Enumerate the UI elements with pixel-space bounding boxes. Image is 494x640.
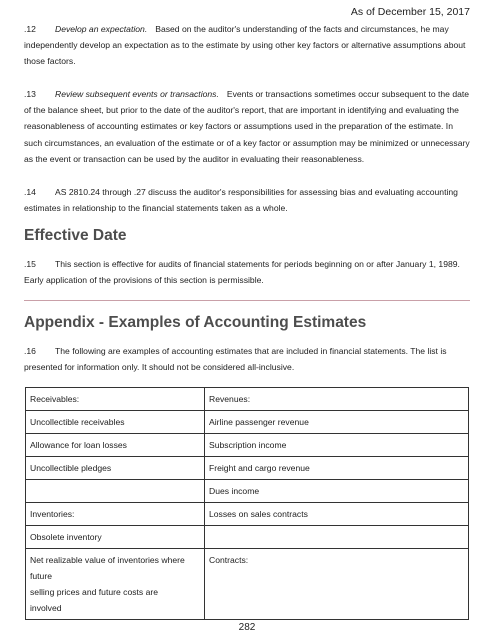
table-cell: Uncollectible pledges	[26, 457, 205, 480]
section-divider	[24, 300, 470, 301]
heading-effective-date: Effective Date	[24, 227, 127, 244]
table-cell: Receivables:	[26, 388, 205, 411]
table-cell: Airline passenger revenue	[205, 411, 469, 434]
paragraph-lead: Develop an expectation.	[55, 24, 148, 34]
table-row	[26, 480, 469, 503]
table-row	[26, 388, 469, 411]
table-cell: Freight and cargo revenue	[205, 457, 469, 480]
table-cell	[26, 480, 205, 503]
paragraph-text: The following are examples of accounting estimates that are included in financial statements. The list is presented for information only. It should not be considered all-inclusive.	[24, 346, 447, 373]
cell-line: selling prices and future costs are	[30, 587, 159, 597]
paragraph-14	[24, 184, 472, 216]
cell-line: Net realizable value of inventories where	[30, 555, 185, 565]
table-cell	[205, 526, 469, 549]
table-cell: Subscription income	[205, 434, 469, 457]
table-row	[26, 434, 469, 457]
table-cell	[26, 549, 205, 620]
paragraph-12	[24, 21, 472, 70]
as-of-date: As of December 15, 2017	[350, 6, 470, 18]
paragraph-number: .16	[24, 346, 36, 356]
paragraph-13	[24, 86, 472, 167]
table-row	[26, 526, 469, 549]
paragraph-text: AS 2810.24 through .27 discuss the auditor's responsibilities for assessing bias and evaluating accounting estimates in relationship to the financial statements taken as a whole.	[24, 187, 458, 214]
table-cell: Dues income	[205, 480, 469, 503]
table-cell: Contracts:	[205, 549, 469, 620]
table-cell: Uncollectible receivables	[26, 411, 205, 434]
heading-appendix: Appendix - Examples of Accounting Estimates	[24, 314, 367, 331]
paragraph-text: This section is effective for audits of financial statements for periods beginning on or after January 1, 1989. Early application of the provisions of this section is permissible.	[24, 259, 460, 286]
table-cell: Inventories:	[26, 503, 205, 526]
table-row	[26, 411, 469, 434]
table-cell: Revenues:	[205, 388, 469, 411]
table-row	[26, 503, 469, 526]
table-cell: Allowance for loan losses	[26, 434, 205, 457]
cell-line: future	[30, 571, 52, 581]
table-row	[26, 457, 469, 480]
paragraph-16	[24, 343, 472, 375]
paragraph-number: .15	[24, 259, 36, 269]
table-cell: Losses on sales contracts	[205, 503, 469, 526]
paragraph-15	[24, 256, 472, 288]
cell-line: involved	[30, 603, 62, 613]
paragraph-number: .14	[24, 187, 36, 197]
page-number: 282	[238, 622, 256, 633]
paragraph-lead: Review subsequent events or transactions.	[55, 89, 219, 99]
table-row	[26, 549, 469, 620]
estimates-table	[25, 387, 469, 620]
paragraph-text: Based on the auditor's understanding of the facts and circumstances, he may independently develop an expectation as to the estimate by using other key factors or alternative assumptions about those factors.	[24, 24, 466, 67]
paragraph-text: Events or transactions sometimes occur subsequent to the date of the balance sheet, but prior to the date of the auditor's report, that are important in identifying and evaluating the reasonableness of accounting estimates or key factors or assumptions used in the preparation of the estimate. In such circumstances, an evaluation of the estimate or of a key factor or assumption may be minimized or unnecessary as the event or transaction can be used by the auditor in evaluating their reasonableness.	[24, 89, 470, 164]
paragraph-number: .13	[24, 89, 36, 99]
paragraph-number: .12	[24, 24, 36, 34]
table-cell: Obsolete inventory	[26, 526, 205, 549]
